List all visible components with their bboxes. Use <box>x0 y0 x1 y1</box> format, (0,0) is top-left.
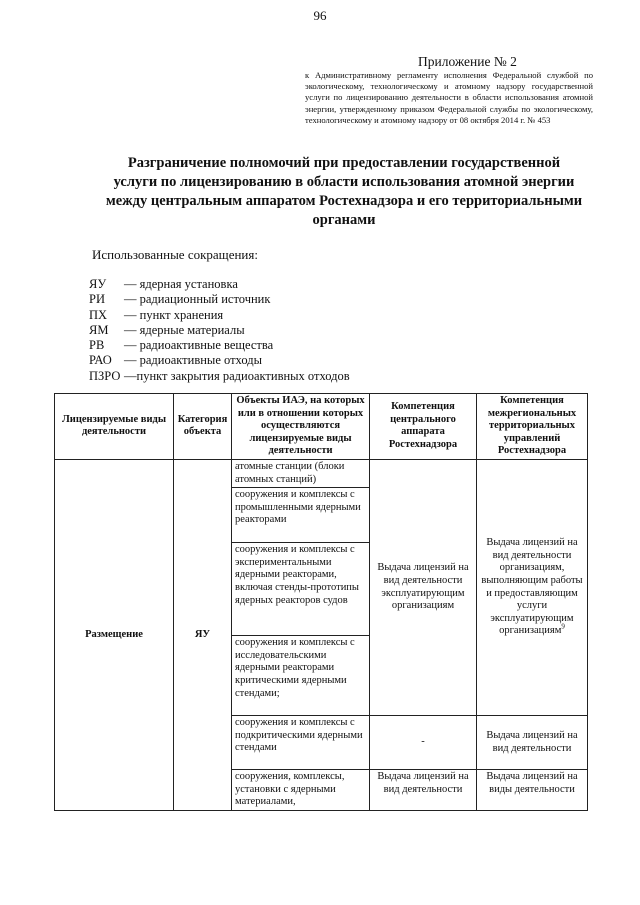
abbreviation-meaning: — радиоактивные вещества <box>124 338 274 353</box>
object-cell: сооружения, комплексы, установки с ядерными материалами, <box>232 770 370 811</box>
abbreviation-item <box>89 338 350 353</box>
header-objects: Объекты ИАЭ, на которых или в отношении которых осуществляются лицензируемые виды деятельности <box>232 394 370 460</box>
footnote-marker: 9 <box>561 622 565 631</box>
abbreviations-heading: Использованные сокращения: <box>92 247 258 262</box>
abbreviation-meaning: — радиационный источник <box>124 292 271 307</box>
activity-cell: Размещение <box>55 459 174 810</box>
title-line: между центральным аппаратом Ростехнадзора и его территориальными <box>105 193 583 209</box>
page-number: 96 <box>313 8 327 23</box>
table-header-row <box>55 394 588 460</box>
abbreviation-meaning: — радиоактивные отходы <box>124 353 262 368</box>
object-cell: сооружения и комплексы с подкритическими ядерными стендами <box>232 716 370 770</box>
central-competence-cell: - <box>370 716 477 770</box>
abbreviation-item <box>89 369 350 384</box>
abbreviation-code: РВ <box>89 338 105 353</box>
appendix-body: к Административному регламенту исполнения Федеральной службой по экологическому, технологическому и атомному надзору государственной услуги по лицензированию деятельности в области использования атомной энергии, утвержденному приказом Федеральной службы по экологическому, технологическому и атомному надзору от 08 октября 2014 г. № 453 <box>305 70 593 125</box>
regional-competence-text: Выдача лицензий на вид деятельности организациям, выполняющим работы и предоставляющим услуги эксплуатирующим организациям <box>481 537 583 637</box>
abbreviation-meaning: — пункт хранения <box>124 307 224 322</box>
abbreviation-code: ЯУ <box>89 277 107 291</box>
header-category: Категория объекта <box>174 394 232 460</box>
abbreviation-code: РАО <box>89 353 112 368</box>
abbreviation-meaning: —пункт закрытия радиоактивных отходов <box>124 368 350 383</box>
abbreviation-code: ПХ <box>89 307 108 322</box>
object-cell: сооружения и комплексы с промышленными ядерными реакторами <box>232 488 370 543</box>
abbreviation-item <box>89 277 350 292</box>
title-line: органами <box>312 212 376 228</box>
object-cell: сооружения и комплексы с исследовательскими ядерными реакторами критическими ядерными стендами; <box>232 636 370 716</box>
appendix-title: Приложение № 2 <box>418 54 517 69</box>
title-line: услуги по лицензированию в области использования атомной энергии <box>113 174 575 190</box>
header-regional: Компетенция межрегиональных территориальных управлений Ростехнадзора <box>477 394 588 460</box>
abbreviation-item <box>89 353 350 368</box>
object-cell: сооружения и комплексы с экспериментальными ядерными реакторами, включая стенды-прототипы ядерных реакторов судов <box>232 543 370 636</box>
table-row <box>55 459 588 487</box>
abbreviation-meaning: — ядерные материалы <box>124 322 245 337</box>
document-title <box>84 154 604 230</box>
central-competence-cell: Выдача лицензий на вид деятельности эксплуатирующим организациям <box>370 459 477 715</box>
abbreviation-code: РИ <box>89 292 105 307</box>
competence-table <box>54 393 588 811</box>
regional-competence-cell: Выдача лицензий на вид деятельности <box>477 716 588 770</box>
object-cell: атомные станции (блоки атомных станций) <box>232 459 370 487</box>
abbreviation-item <box>89 292 350 307</box>
header-central: Компетенция центрального аппарата Ростехнадзора <box>370 394 477 460</box>
title-line: Разграничение полномочий при предоставлении государственной <box>127 155 561 171</box>
abbreviation-code: ЯМ <box>89 322 109 337</box>
regional-competence-cell <box>477 459 588 715</box>
abbreviation-code: ПЗРО <box>89 368 121 383</box>
central-competence-cell: Выдача лицензий на вид деятельности <box>370 770 477 811</box>
abbreviation-item <box>89 308 350 323</box>
abbreviation-meaning: — ядерная установка <box>124 277 238 291</box>
regional-competence-cell: Выдача лицензий на виды деятельности <box>477 770 588 811</box>
abbreviations-list <box>89 277 350 384</box>
header-activity: Лицензируемые виды деятельности <box>55 394 174 460</box>
category-cell: ЯУ <box>174 459 232 810</box>
abbreviation-item <box>89 323 350 338</box>
